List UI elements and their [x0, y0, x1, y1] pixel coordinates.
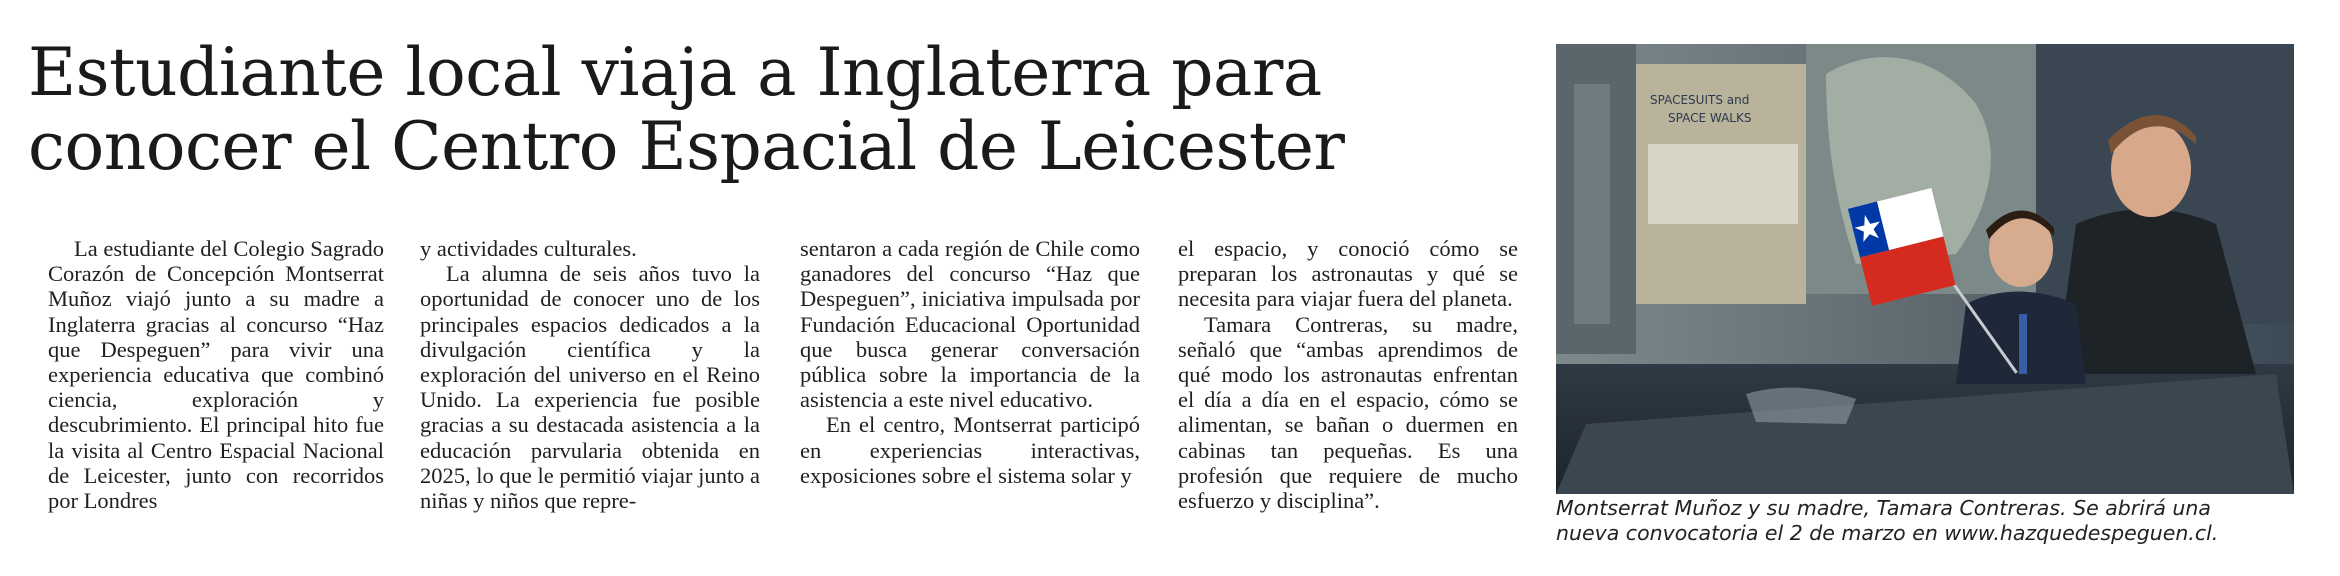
article-column-3 — [800, 236, 1140, 566]
article-column-2 — [420, 236, 760, 566]
paragraph: sentaron a cada región de Chile como ganadores del concurso “Haz que Despeguen”, iniciativa impulsada por Fundación Educacional Oportunidad que busca generar conversación pública sobre la importancia de la asistencia a este nivel educativo. — [800, 236, 1140, 413]
caption-line-2: nueva convocatoria el 2 de marzo en www.hazquedespeguen.cl. — [1556, 521, 2219, 545]
exhibit-sign-text: SPACE WALKS — [1668, 111, 1752, 125]
photo-caption — [1556, 496, 2316, 546]
paragraph: La estudiante del Colegio Sagrado Corazón de Concepción Montserrat Muñoz viajó junto a su madre a Inglaterra gracias al concurso “Haz que Despeguen” para vivir una experiencia educativa que combinó ciencia, exploración y descubrimiento. El principal hito fue la visita al Centro Espacial Nacional de Leicester, junto con recorridos por Londres — [48, 236, 384, 514]
paragraph: el espacio, y conoció cómo se preparan los astronautas y qué se necesita para viajar fuera del planeta. — [1178, 236, 1518, 312]
article-column-1 — [48, 236, 384, 566]
photo-illustration — [1556, 44, 2294, 494]
caption-line-1: Montserrat Muñoz y su madre, Tamara Contreras. Se abrirá una — [1556, 496, 2211, 520]
exhibit-photo-strip — [1648, 144, 1798, 224]
exhibit-sign-text: SPACESUITS and — [1650, 93, 1750, 107]
article-photo — [1556, 44, 2294, 494]
headline — [28, 36, 1548, 184]
exhibit-panel — [1574, 84, 1610, 324]
paragraph: y actividades culturales. — [420, 236, 637, 261]
headline-line-2: conocer el Centro Espacial de Leicester — [28, 108, 1345, 185]
paragraph: La alumna de seis años tuvo la oportunidad de conocer uno de los principales espacios dedicados a la divulgación científica y la exploración del universo en el Reino Unido. La experiencia fue posible gracias a su destacada asistencia a la educación parvularia obtenida en 2025, lo que le permitió viajar junto a niñas y niños que repre- — [420, 261, 760, 514]
article-column-4 — [1178, 236, 1518, 566]
paragraph: En el centro, Montserrat participó en experiencias interactivas, exposiciones sobre el sistema solar y — [800, 412, 1140, 488]
headline-line-1: Estudiante local viaja a Inglaterra para — [28, 34, 1322, 111]
paragraph: Tamara Contreras, su madre, señaló que “ambas aprendimos de qué modo los astronautas enfrentan el día a día en el espacio, cómo se alimentan, se bañan o duermen en cabinas tan pequeñas. Es una profesión que requiere de mucho esfuerzo y disciplina”. — [1178, 311, 1518, 514]
